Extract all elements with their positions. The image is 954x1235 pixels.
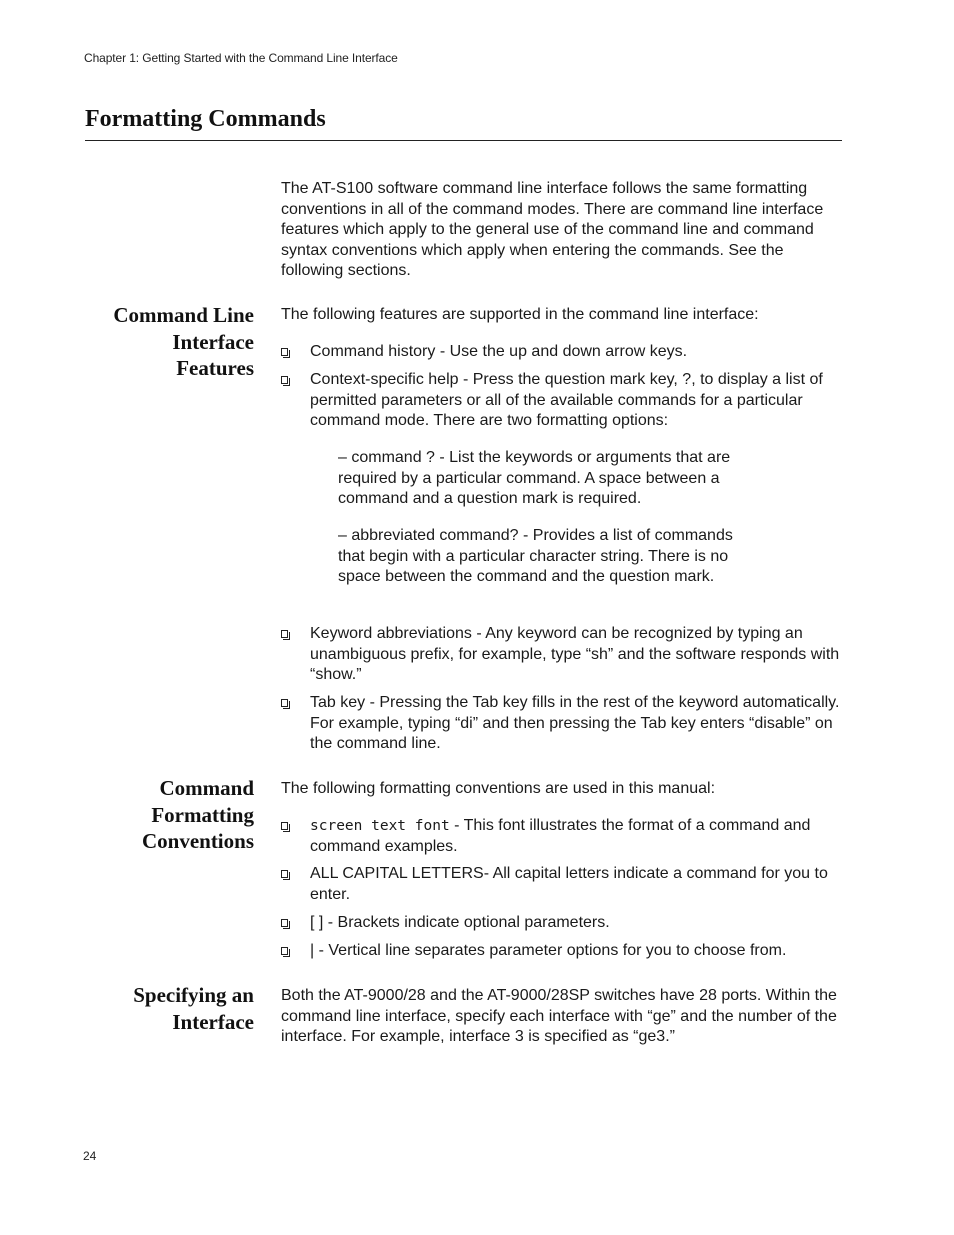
list-item (281, 864, 843, 905)
list-item-text: Keyword abbreviations - Any keyword can be recognized by typing an unambiguous prefix, for example, type “sh” and the software responds with “show.” (310, 625, 840, 683)
running-header: Chapter 1: Getting Started with the Command Line Interface (84, 51, 398, 65)
heading-line: Formatting (151, 802, 254, 827)
interface-paragraph: Both the AT-9000/28 and the AT-9000/28SP switches have 28 ports. Within the command line interface, specify each interface with “ge” and the number of the interface. For example, interface 3 is specified as “ge3.” (281, 987, 837, 1045)
list-item (281, 913, 843, 934)
section-heading-interface (133, 982, 254, 1035)
checkbox-bullet-icon (281, 822, 288, 830)
heading-line: Features (176, 356, 254, 380)
list-item-description: - This font illustrates the format of a command and command examples. (310, 817, 811, 855)
page-number: 24 (83, 1149, 97, 1163)
list-item-text: Command history - Use the up and down arrow keys. (310, 343, 688, 360)
list-item-text: ALL CAPITAL LETTERS- All capital letters indicate a command for you to enter. (310, 865, 828, 903)
list-item-text (310, 816, 843, 857)
checkbox-bullet-icon (281, 376, 288, 384)
list-item-text: Context-specific help - Press the question mark key, ?, to display a list of permitted parameters or all of the available commands for a particular command mode. There are two formatting options: (310, 371, 823, 429)
list-item (281, 816, 843, 857)
heading-line: Conventions (141, 829, 254, 853)
page-title: Formatting Commands (85, 106, 326, 132)
list-item (281, 941, 843, 962)
list-item-text: [ ] - Brackets indicate optional parameters. (310, 914, 610, 931)
conventions-lead: The following formatting conventions are used in this manual: (281, 780, 716, 797)
checkbox-bullet-icon (281, 630, 288, 638)
heading-line: Interface (172, 329, 254, 354)
list-item-text: | - Vertical line separates parameter options for you to choose from. (310, 942, 787, 959)
heading-line: Interface (172, 1009, 254, 1034)
checkbox-bullet-icon (281, 348, 288, 356)
list-item (281, 624, 843, 686)
heading-line: Specifying an (133, 983, 254, 1007)
sub-item: – abbreviated command? - Provides a list of commands that begin with a particular character string. There is no space between the command and the question mark. (338, 527, 733, 585)
checkbox-bullet-icon (281, 699, 288, 707)
checkbox-bullet-icon (281, 919, 288, 927)
checkbox-bullet-icon (281, 870, 288, 878)
screen-font-sample: screen text font (310, 818, 450, 834)
heading-line: Command Line (113, 303, 254, 327)
sub-item: – command ? - List the keywords or arguments that are required by a particular command. A space between a command and a question mark is required. (338, 449, 731, 507)
title-rule (85, 140, 842, 141)
section-heading-conventions (142, 775, 254, 855)
list-item-text: Tab key - Pressing the Tab key fills in the rest of the keyword automatically. For example, typing “di” and then pressing the Tab key enters “disable” on the command line. (310, 694, 840, 752)
intro-paragraph: The AT-S100 software command line interface follows the same formatting conventions in all of the command modes. There are command line interface features which apply to the general use of the command line and command syntax conventions which apply when entering the commands. See the following sections. (281, 180, 824, 279)
checkbox-bullet-icon (281, 947, 288, 955)
features-lead: The following features are supported in the command line interface: (281, 306, 759, 323)
heading-line: Command (159, 776, 254, 800)
section-heading-features (113, 302, 254, 382)
list-item (281, 370, 843, 432)
list-item (281, 342, 843, 363)
list-item (281, 693, 843, 755)
